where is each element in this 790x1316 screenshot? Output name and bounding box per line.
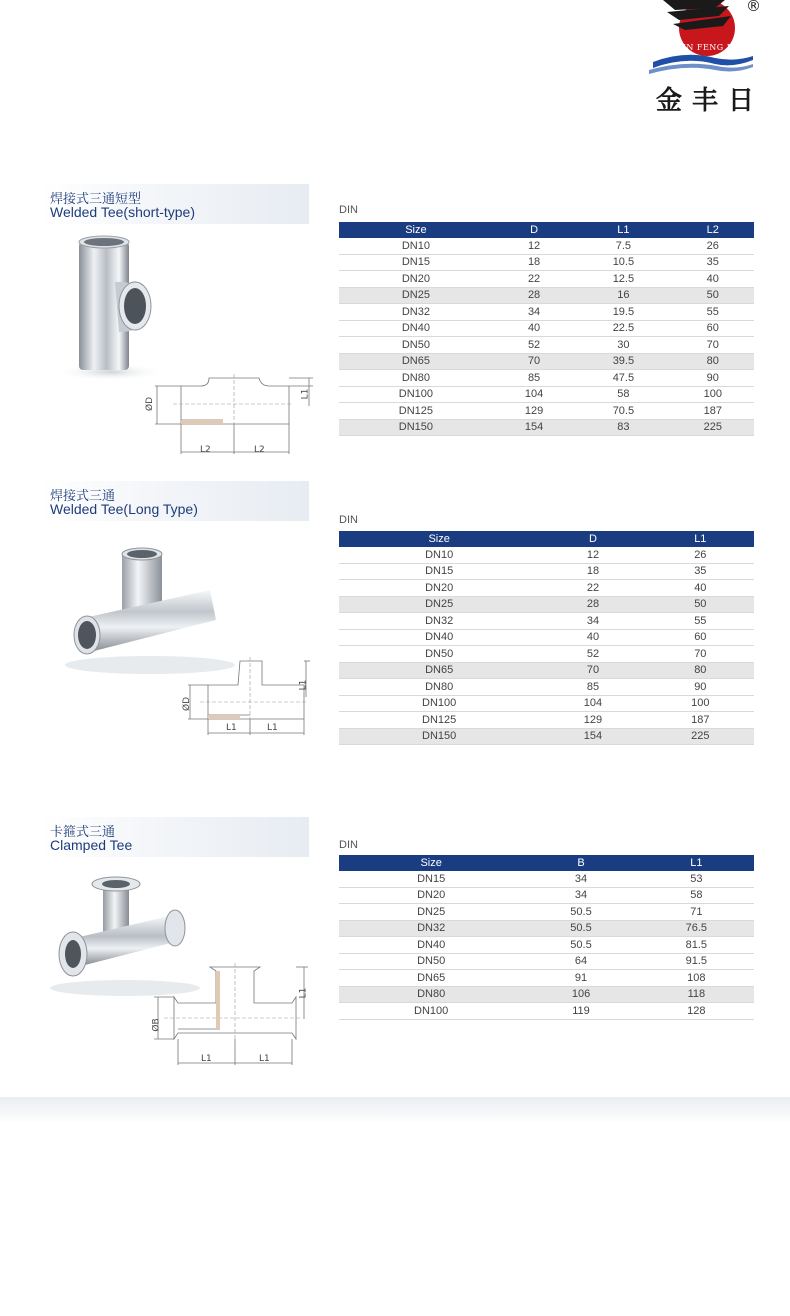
- table-cell: 40: [539, 629, 646, 646]
- table-row: [339, 337, 754, 354]
- table-cell: 60: [647, 629, 754, 646]
- table-cell: 18: [493, 254, 575, 271]
- table-cell: 187: [647, 712, 754, 729]
- table-cell: 70: [493, 353, 575, 370]
- technical-drawing-clamped-tee: [150, 963, 310, 1068]
- table-cell: 40: [672, 271, 754, 288]
- table-cell: 81.5: [639, 937, 754, 954]
- table-cell: 34: [539, 613, 646, 630]
- table-cell: 129: [539, 712, 646, 729]
- table-cell: 118: [639, 986, 754, 1003]
- table-cell: DN50: [339, 337, 493, 354]
- table-cell: 80: [647, 662, 754, 679]
- table-cell: 76.5: [639, 920, 754, 937]
- table-cell: 12: [493, 238, 575, 254]
- table-row: [339, 304, 754, 321]
- drawing-label-l1: L1: [298, 679, 309, 691]
- table-cell: DN80: [339, 370, 493, 387]
- table-row: [339, 238, 754, 254]
- table-cell: DN15: [339, 254, 493, 271]
- table-cell: DN100: [339, 695, 539, 712]
- drawing-label-l2-left: L2: [200, 445, 211, 455]
- table-row: [339, 937, 754, 954]
- drawing-label-l1: L1: [298, 987, 309, 999]
- table-row: [339, 613, 754, 630]
- standard-label: DIN: [339, 204, 358, 216]
- drawing-label-diameter: ØB: [151, 1018, 162, 1032]
- section-title-cn: 焊接式三通: [50, 489, 116, 504]
- table-cell: 30: [575, 337, 671, 354]
- brand-name-en: JIN FENG RI: [679, 43, 737, 52]
- table-cell: 128: [639, 1003, 754, 1020]
- column-header: B: [523, 855, 638, 871]
- table-cell: 7.5: [575, 238, 671, 254]
- table-cell: 22.5: [575, 320, 671, 337]
- table-cell: DN50: [339, 646, 539, 663]
- footer-band: [0, 1097, 790, 1123]
- table-cell: 85: [539, 679, 646, 696]
- table-cell: 12: [539, 547, 646, 563]
- column-header: Size: [339, 531, 539, 547]
- table-cell: 108: [639, 970, 754, 987]
- table-cell: 90: [672, 370, 754, 387]
- table-cell: 91.5: [639, 953, 754, 970]
- table-cell: 52: [493, 337, 575, 354]
- table-cell: DN32: [339, 613, 539, 630]
- column-header: D: [539, 531, 646, 547]
- table-cell: DN100: [339, 1003, 523, 1020]
- table-cell: 35: [672, 254, 754, 271]
- table-cell: 10.5: [575, 254, 671, 271]
- table-row: [339, 353, 754, 370]
- drawing-label-l2-right: L2: [254, 445, 265, 455]
- table-cell: 26: [672, 238, 754, 254]
- table-cell: 225: [647, 728, 754, 745]
- table-row: [339, 419, 754, 436]
- table-cell: 40: [647, 580, 754, 597]
- table-cell: DN80: [339, 679, 539, 696]
- table-cell: DN80: [339, 986, 523, 1003]
- table-cell: 60: [672, 320, 754, 337]
- table-cell: DN32: [339, 304, 493, 321]
- table-cell: 104: [539, 695, 646, 712]
- section-header: [41, 184, 309, 224]
- table-cell: 154: [539, 728, 646, 745]
- table-row: [339, 871, 754, 887]
- table-cell: DN25: [339, 287, 493, 304]
- table-cell: DN150: [339, 419, 493, 436]
- table-cell: 55: [672, 304, 754, 321]
- table-cell: 35: [647, 563, 754, 580]
- table-row: [339, 403, 754, 420]
- table-row: [339, 547, 754, 563]
- table-cell: 50: [672, 287, 754, 304]
- drawing-label-diameter: ØD: [145, 396, 156, 412]
- table-cell: 28: [493, 287, 575, 304]
- table-cell: DN125: [339, 712, 539, 729]
- drawing-label-l1-right: L1: [267, 723, 278, 733]
- table-cell: 64: [523, 953, 638, 970]
- table-cell: 154: [493, 419, 575, 436]
- table-cell: 90: [647, 679, 754, 696]
- table-cell: 50.5: [523, 920, 638, 937]
- table-cell: 58: [639, 887, 754, 904]
- table-row: [339, 563, 754, 580]
- table-row: [339, 580, 754, 597]
- table-cell: DN65: [339, 662, 539, 679]
- table-header-row: [339, 531, 754, 547]
- table-cell: DN10: [339, 547, 539, 563]
- table-row: [339, 287, 754, 304]
- table-cell: 104: [493, 386, 575, 403]
- table-row: [339, 254, 754, 271]
- table-cell: DN40: [339, 937, 523, 954]
- section-header: [41, 481, 309, 521]
- table-cell: DN20: [339, 887, 523, 904]
- section-title-en: Welded Tee(short-type): [50, 204, 195, 220]
- table-cell: DN25: [339, 596, 539, 613]
- table-row: [339, 887, 754, 904]
- table-row: [339, 370, 754, 387]
- table-cell: 39.5: [575, 353, 671, 370]
- table-header-row: [339, 855, 754, 871]
- table-cell: DN25: [339, 904, 523, 921]
- drawing-label-l1: L1: [300, 388, 311, 400]
- section-title-cn: 焊接式三通短型: [50, 192, 142, 207]
- product-image-long-tee: [60, 540, 240, 675]
- table-cell: DN65: [339, 970, 523, 987]
- table-cell: DN65: [339, 353, 493, 370]
- registered-mark: ®: [746, 0, 761, 15]
- section-title-en: Welded Tee(Long Type): [50, 501, 198, 517]
- logo-emblem: [645, 0, 755, 80]
- brand-name-cn: 金丰日: [656, 86, 765, 116]
- product-image-short-tee: [55, 232, 175, 382]
- table-cell: 28: [539, 596, 646, 613]
- table-cell: 119: [523, 1003, 638, 1020]
- table-cell: 70: [539, 662, 646, 679]
- section-header: [41, 817, 309, 857]
- technical-drawing-long-tee: [180, 657, 315, 737]
- table-cell: 106: [523, 986, 638, 1003]
- table-row: [339, 953, 754, 970]
- table-cell: 53: [639, 871, 754, 887]
- table-cell: 80: [672, 353, 754, 370]
- table-cell: DN32: [339, 920, 523, 937]
- table-cell: 34: [493, 304, 575, 321]
- table-cell: 16: [575, 287, 671, 304]
- table-cell: DN40: [339, 320, 493, 337]
- table-cell: 34: [523, 871, 638, 887]
- spec-table-long-tee: [339, 531, 754, 745]
- column-header: Size: [339, 222, 493, 238]
- table-cell: 85: [493, 370, 575, 387]
- column-header: L1: [575, 222, 671, 238]
- table-cell: DN20: [339, 580, 539, 597]
- section-title-cn: 卡箍式三通: [50, 825, 116, 840]
- table-cell: 70.5: [575, 403, 671, 420]
- table-cell: DN15: [339, 871, 523, 887]
- table-cell: 91: [523, 970, 638, 987]
- table-cell: DN150: [339, 728, 539, 745]
- table-cell: 225: [672, 419, 754, 436]
- table-cell: 187: [672, 403, 754, 420]
- column-header: L2: [672, 222, 754, 238]
- table-cell: 100: [647, 695, 754, 712]
- table-row: [339, 271, 754, 288]
- table-row: [339, 712, 754, 729]
- table-cell: 12.5: [575, 271, 671, 288]
- table-cell: 40: [493, 320, 575, 337]
- drawing-label-l1-left: L1: [226, 723, 237, 733]
- table-cell: 70: [647, 646, 754, 663]
- table-cell: DN40: [339, 629, 539, 646]
- table-cell: 55: [647, 613, 754, 630]
- table-row: [339, 970, 754, 987]
- section-title-en: Clamped Tee: [50, 837, 133, 853]
- table-cell: 50.5: [523, 937, 638, 954]
- table-cell: DN20: [339, 271, 493, 288]
- table-row: [339, 904, 754, 921]
- table-cell: 18: [539, 563, 646, 580]
- standard-label: DIN: [339, 514, 358, 526]
- table-row: [339, 695, 754, 712]
- spec-table-clamped-tee: [339, 855, 754, 1020]
- table-cell: 50.5: [523, 904, 638, 921]
- standard-label: DIN: [339, 839, 358, 851]
- table-cell: DN100: [339, 386, 493, 403]
- table-cell: 52: [539, 646, 646, 663]
- table-row: [339, 662, 754, 679]
- table-cell: 129: [493, 403, 575, 420]
- column-header: L1: [647, 531, 754, 547]
- column-header: Size: [339, 855, 523, 871]
- spec-table-short-tee: [339, 222, 754, 436]
- drawing-label-diameter: ØD: [182, 696, 193, 712]
- table-cell: 70: [672, 337, 754, 354]
- table-header-row: [339, 222, 754, 238]
- drawing-label-l1-right: L1: [259, 1054, 270, 1064]
- table-row: [339, 728, 754, 745]
- table-cell: 71: [639, 904, 754, 921]
- table-cell: DN125: [339, 403, 493, 420]
- table-cell: DN50: [339, 953, 523, 970]
- table-cell: 22: [539, 580, 646, 597]
- table-cell: 47.5: [575, 370, 671, 387]
- table-row: [339, 629, 754, 646]
- table-cell: 34: [523, 887, 638, 904]
- table-cell: 100: [672, 386, 754, 403]
- table-row: [339, 386, 754, 403]
- column-header: D: [493, 222, 575, 238]
- table-cell: 58: [575, 386, 671, 403]
- table-row: [339, 320, 754, 337]
- table-cell: DN10: [339, 238, 493, 254]
- table-cell: 19.5: [575, 304, 671, 321]
- table-cell: 26: [647, 547, 754, 563]
- drawing-label-l1-left: L1: [201, 1054, 212, 1064]
- table-cell: 50: [647, 596, 754, 613]
- table-cell: 22: [493, 271, 575, 288]
- table-cell: 83: [575, 419, 671, 436]
- technical-drawing-short-tee: [143, 372, 318, 457]
- table-row: [339, 596, 754, 613]
- table-row: [339, 986, 754, 1003]
- table-row: [339, 1003, 754, 1020]
- table-row: [339, 920, 754, 937]
- table-cell: DN15: [339, 563, 539, 580]
- column-header: L1: [639, 855, 754, 871]
- table-row: [339, 646, 754, 663]
- table-row: [339, 679, 754, 696]
